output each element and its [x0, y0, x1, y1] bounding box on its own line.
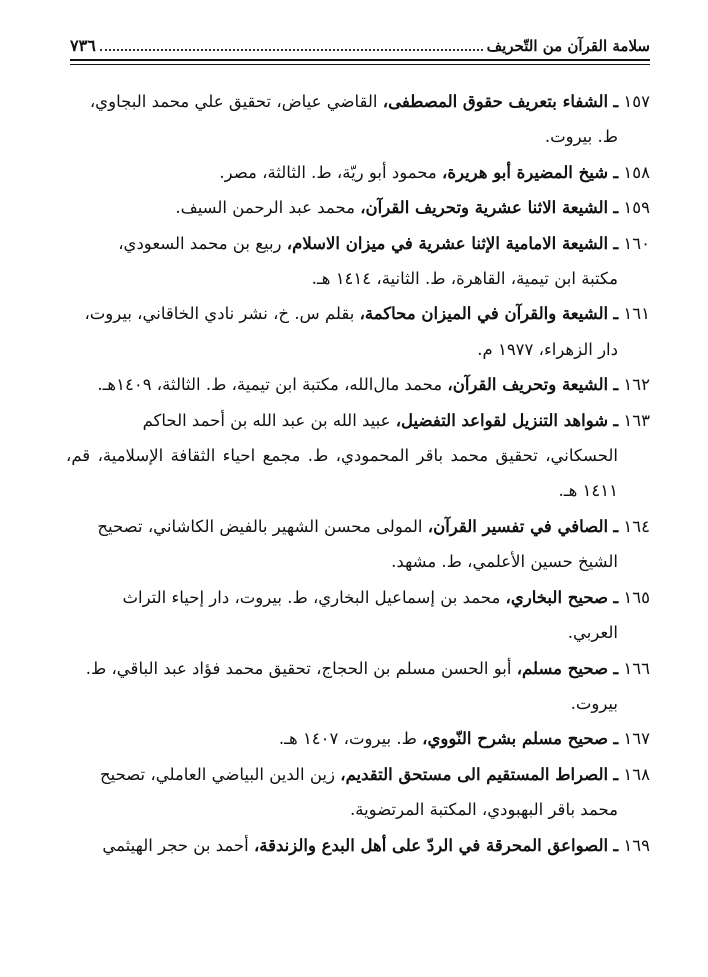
entry-details: المولى محسن الشهير بالفيض الكاشاني، تصحيح [97, 516, 423, 536]
entry-dash: ـ [613, 410, 619, 430]
entry-continuation: بيروت. [570, 693, 618, 713]
entry-title: الشفاء بتعريف حقوق المصطفى، [382, 92, 609, 111]
bibliography-entry [66, 155, 650, 190]
entry-dash: ـ [613, 729, 619, 749]
entry-title: الشيعة الامامية الإثنا عشرية في ميزان الاسلام، [286, 233, 609, 253]
page-header [70, 30, 650, 56]
entry-title: صحيح مسلم، [516, 658, 609, 678]
entry-continuation: الحسكاني، تحقيق محمد باقر المحمودي، ط. مجمع احياء الثقافة الإسلامية، قم، ١٤١١ هـ. [66, 446, 618, 501]
entry-number: ١٦٥ [623, 587, 650, 607]
entry-continuation: دار الزهراء، ١٩٧٧ م. [477, 339, 618, 359]
bibliography-entry [66, 721, 650, 756]
entry-number: ١٥٩ [623, 198, 650, 218]
entry-details: بقلم س. خ، نشر نادي الخاقاني، بيروت، [84, 304, 355, 324]
entry-number: ١٦٤ [623, 516, 650, 536]
entry-number: ١٦٦ [623, 658, 650, 678]
entry-number: ١٥٧ [623, 92, 650, 111]
entry-details: محمد بن إسماعيل البخاري، ط. بيروت، دار إحياء التراث [122, 587, 501, 607]
entry-dash: ـ [613, 162, 619, 182]
entry-continuation: مكتبة ابن تيمية، القاهرة، ط. الثانية، ١٤١٤ هـ. [311, 269, 618, 289]
entry-details: محمد عبد الرحمن السيف. [175, 198, 355, 218]
entry-details: أحمد بن حجر الهيثمي [102, 835, 249, 855]
entry-title: الشيعة الاثنا عشرية وتحريف القرآن، [360, 198, 609, 218]
page-number: ٧٣٦ [70, 36, 96, 55]
header-rule-thick [70, 59, 650, 61]
entry-number: ١٦٢ [623, 375, 650, 395]
entry-dash: ـ [613, 587, 619, 607]
bibliography-entry [66, 580, 650, 651]
entry-details: القاضي عياض، تحقيق علي محمد البجاوي، [89, 92, 378, 111]
entry-details: زين الدين البياضي العاملي، تصحيح [99, 764, 335, 784]
bibliography-entry [66, 828, 650, 863]
entry-number: ١٦٧ [623, 729, 650, 749]
entry-number: ١٦٩ [623, 835, 650, 855]
entry-continuation: الشيخ حسين الأعلمي، ط. مشهد. [391, 552, 618, 572]
bibliography-list [66, 84, 650, 863]
entry-dash: ـ [613, 198, 619, 218]
bibliography-entry [66, 509, 650, 580]
bibliography-entry [66, 651, 650, 722]
entry-continuation: ط. بيروت. [544, 127, 618, 147]
entry-title: الشيعة وتحريف القرآن، [447, 375, 609, 395]
bibliography-entry [66, 296, 650, 367]
entry-title: شيخ المضيرة أبو هريرة، [442, 162, 609, 182]
bibliography-entry [66, 190, 650, 225]
entry-details: عبيد الله بن عبد الله بن أحمد الحاكم [142, 410, 391, 430]
entry-title: الصواعق المحرقة في الردّ على أهل البدع والزندقة، [253, 835, 609, 855]
entry-title: شواهد التنزيل لقواعد التفضيل، [395, 410, 609, 430]
entry-title: صحيح مسلم بشرح النّووي، [422, 729, 609, 749]
entry-title: الصافي في تفسير القرآن، [427, 516, 609, 536]
entry-dash: ـ [613, 92, 619, 111]
entry-number: ١٦٣ [623, 410, 650, 430]
entry-details: ربيع بن محمد السعودي، [118, 233, 282, 253]
bibliography-entry [66, 403, 650, 509]
bibliography-entry [66, 367, 650, 402]
entry-dash: ـ [613, 233, 619, 253]
entry-continuation: العربي. [567, 623, 618, 643]
entry-number: ١٦٨ [623, 764, 650, 784]
entry-dash: ـ [613, 835, 619, 855]
entry-details: محمد مال‌الله، مكتبة ابن تيمية، ط. الثالثة، ١٤٠٩هـ. [97, 375, 443, 395]
entry-dash: ـ [613, 516, 619, 536]
entry-details: ط. بيروت، ١٤٠٧ هـ. [278, 729, 417, 749]
running-title: سلامة القرآن من التّحريف [486, 37, 650, 55]
header-leader-dots [100, 48, 483, 51]
header-rule-thin [70, 64, 650, 65]
entry-dash: ـ [613, 764, 619, 784]
entry-title: الشيعة والقرآن في الميزان محاكمة، [359, 304, 609, 324]
entry-continuation: محمد باقر البهبودي، المكتبة المرتضوية. [350, 800, 618, 820]
bibliography-entry [66, 84, 650, 155]
entry-number: ١٥٨ [623, 162, 650, 182]
bibliography-entry [66, 757, 650, 828]
entry-number: ١٦٠ [623, 233, 650, 253]
entry-title: صحيح البخاري، [505, 587, 609, 607]
entry-title: الصراط المستقيم الى مستحق التقديم، [340, 764, 609, 784]
entry-dash: ـ [613, 658, 619, 678]
entry-details: محمود أبو ريّة، ط. الثالثة، مصر. [219, 162, 437, 182]
entry-dash: ـ [613, 304, 619, 324]
bibliography-entry [66, 226, 650, 297]
entry-dash: ـ [613, 375, 619, 395]
entry-details: أبو الحسن مسلم بن الحجاج، تحقيق محمد فؤاد عبد الباقي، ط. [85, 658, 512, 678]
entry-number: ١٦١ [623, 304, 650, 324]
